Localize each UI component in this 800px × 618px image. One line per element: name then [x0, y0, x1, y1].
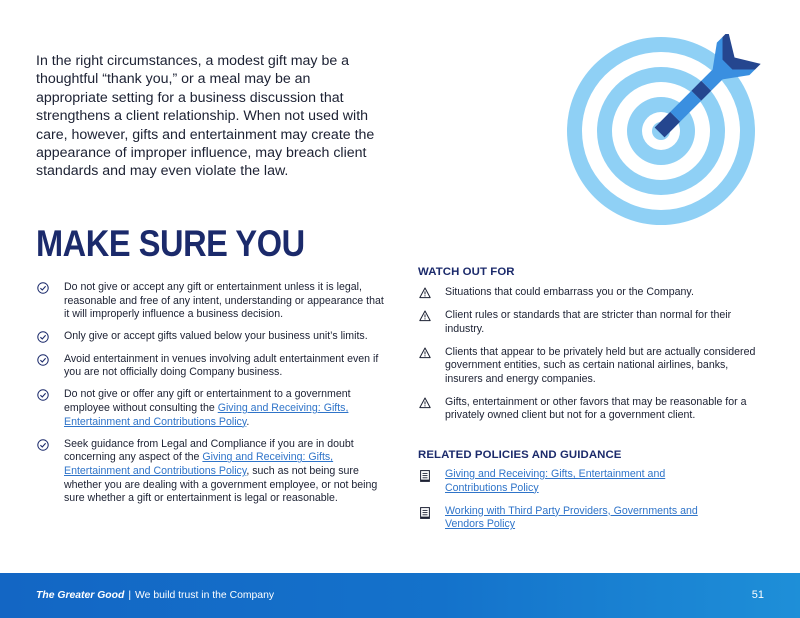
watch-out-heading: WATCH OUT FOR	[418, 266, 515, 278]
check-circle-icon	[37, 282, 49, 294]
list-item	[418, 346, 763, 387]
make-sure-heading: MAKE SURE YOU	[36, 223, 305, 264]
list-item-text-post: , such as not being sure whether you are dealing with a government employee, or not being sure whether a gift or entertainment is legal or reasonable.	[64, 464, 378, 505]
footer-brand	[36, 590, 274, 601]
list-item	[36, 281, 391, 322]
related-heading: RELATED POLICIES AND GUIDANCE	[418, 449, 622, 461]
gifts-policy-link[interactable]: Giving and Receiving: Gifts, Entertainment and Contributions Policy	[445, 468, 666, 494]
gifts-policy-link[interactable]: Giving and Receiving: Gifts, Entertainment and Contributions Policy	[64, 401, 349, 428]
gifts-policy-link[interactable]: Giving and Receiving: Gifts, Entertainment and Contributions Policy	[64, 451, 334, 477]
list-item-text: Client rules or standards that are stricter than normal for their industry.	[445, 308, 732, 335]
document-icon	[420, 507, 430, 519]
warning-icon	[419, 287, 431, 299]
list-item-text-pre: Seek guidance from Legal and Compliance if you are in doubt concerning any aspect of the	[64, 437, 354, 464]
list-item	[418, 396, 763, 423]
list-item	[418, 286, 763, 300]
document-icon	[420, 470, 430, 482]
list-item-text: Gifts, entertainment or other favors that may be reasonable for a privately owned client but not for a government client.	[445, 395, 747, 422]
warning-icon	[419, 347, 431, 359]
list-item-text-post: .	[246, 415, 250, 428]
list-item	[36, 388, 391, 429]
list-item	[36, 353, 391, 380]
list-item-text: Clients that appear to be privately held but are actually considered government entities, such as certain national airlines, banks, insurers and energy companies.	[445, 345, 756, 385]
list-item	[418, 309, 763, 336]
list-item-text: Only give or accept gifts valued below your business unit’s limits.	[64, 330, 368, 343]
third-party-policy-link[interactable]: Working with Third Party Providers, Governments and Vendors Policy	[445, 504, 698, 531]
list-item-text: Situations that could embarrass you or the Company.	[445, 286, 694, 298]
page-number: 51	[751, 589, 764, 601]
list-item	[418, 505, 708, 532]
intro-paragraph	[36, 52, 381, 181]
make-sure-list	[36, 281, 391, 514]
list-item	[36, 438, 391, 506]
check-circle-icon	[37, 354, 49, 366]
footer-separator: |	[128, 590, 132, 601]
target-icon	[557, 34, 769, 230]
warning-icon	[419, 397, 431, 409]
warning-icon	[419, 310, 431, 322]
watch-out-list	[418, 286, 763, 432]
footer-tagline: We build trust in the Company	[135, 590, 275, 601]
check-circle-icon	[37, 439, 49, 451]
related-list	[418, 468, 708, 541]
list-item	[36, 330, 391, 344]
footer-bar	[0, 573, 800, 618]
list-item-text-pre: Do not give or offer any gift or entertainment to a government employee without consulting the	[64, 388, 351, 414]
check-circle-icon	[37, 331, 49, 343]
intro-text: In the right circumstances, a modest gift may be a thoughtful “thank you,” or a meal may be an appropriate setting for a business discussion that strengthens a client relationship. When not used with care, however, gifts and entertainment may create the appearance of improper influence, may breach client standards and may even violate the law.	[36, 53, 375, 180]
footer-brand-name: The Greater Good	[36, 590, 125, 601]
check-circle-icon	[37, 389, 49, 401]
list-item-text: Do not give or accept any gift or entertainment unless it is legal, reasonable and free of any intent, understanding or appearance that it will improperly influence a business decision.	[64, 281, 384, 321]
list-item	[418, 468, 708, 495]
list-item-text: Avoid entertainment in venues involving adult entertainment even if you are not officially doing Company business.	[64, 352, 379, 379]
